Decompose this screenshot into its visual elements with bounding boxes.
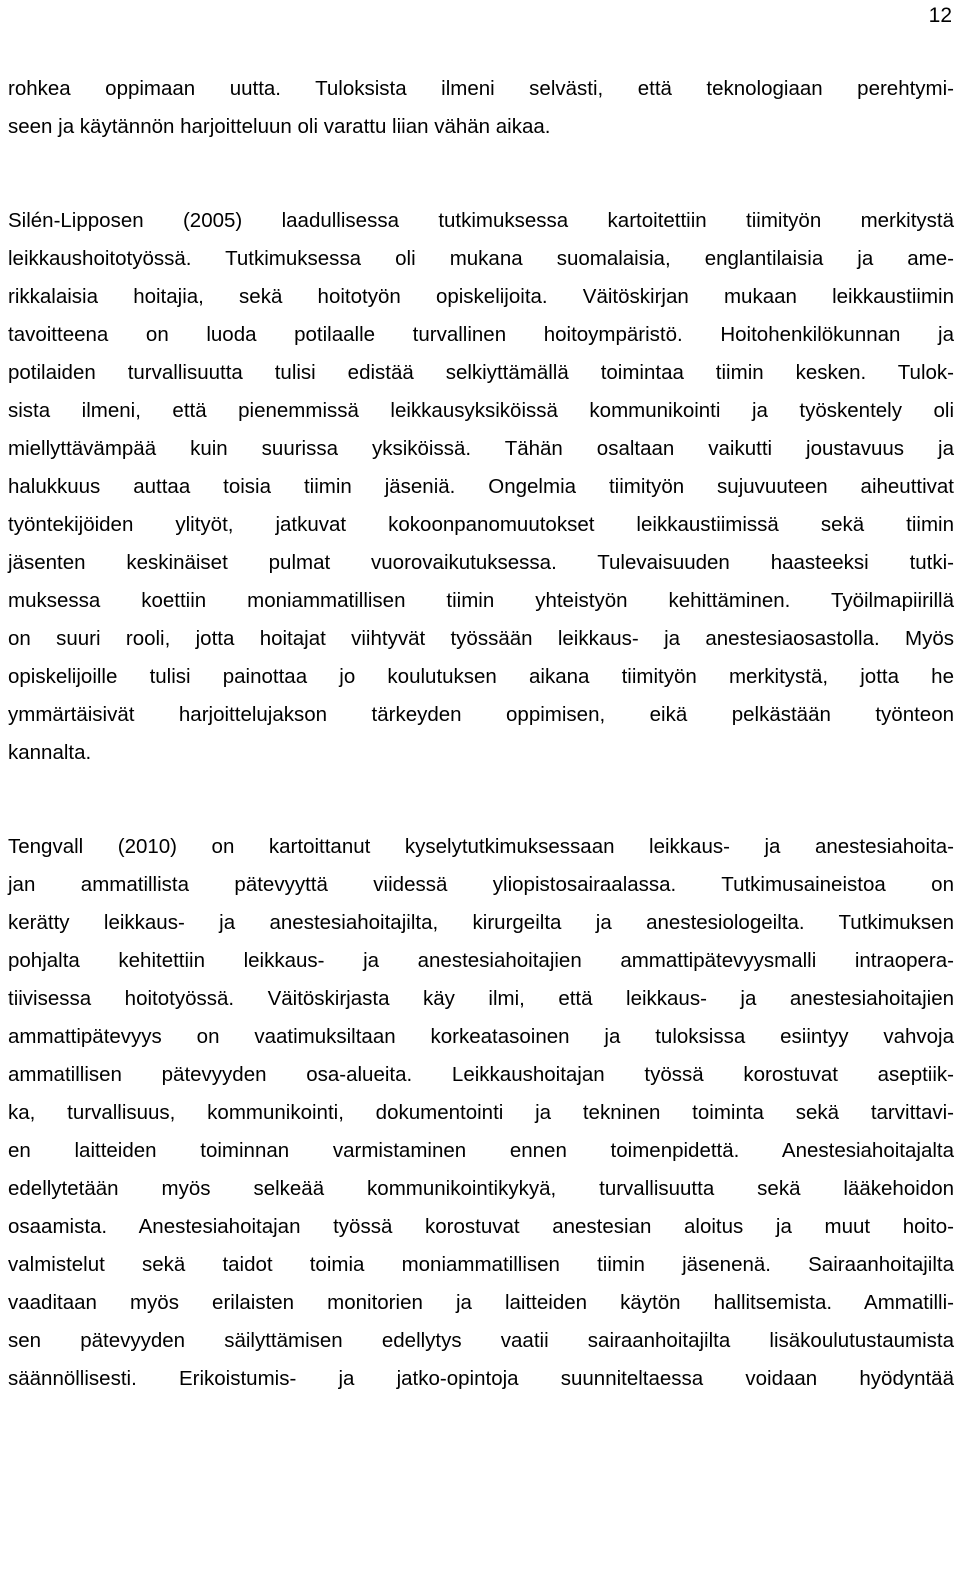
text-line: miellyttävämpää kuin suurissa yksiköissä. Tähän osaltaan vaikutti joustavuus ja	[8, 437, 954, 460]
text-line: ammatillisen pätevyyden osa-alueita. Leikkaushoitajan työssä korostuvat aseptiik-	[8, 1063, 954, 1086]
text-line: työntekijöiden ylityöt, jatkuvat kokoonpanomuutokset leikkaustiimissä sekä tiimin	[8, 513, 954, 536]
paragraph	[8, 202, 954, 772]
text-line: kannalta.	[8, 741, 92, 764]
text-line: osaamista. Anestesiahoitajan työssä korostuvat anestesian aloitus ja muut hoito-	[8, 1215, 954, 1238]
text-line: potilaiden turvallisuutta tulisi edistää selkiyttämällä toimintaa tiimin kesken. Tulok-	[8, 361, 954, 384]
text-line: pohjalta kehitettiin leikkaus- ja anestesiahoitajien ammattipätevyysmalli intraopera-	[8, 949, 954, 972]
text-line: tavoitteena on luoda potilaalle turvallinen hoitoympäristö. Hoitohenkilökunnan ja	[8, 323, 954, 346]
paragraph	[8, 828, 954, 1398]
paragraph-gap	[8, 146, 954, 202]
text-line: ymmärtäisivät harjoittelujakson tärkeyden oppimisen, eikä pelkästään työnteon	[8, 703, 954, 726]
page-number: 12	[928, 4, 952, 27]
text-line: edellytetään myös selkeää kommunikointikykyä, turvallisuutta sekä lääkehoidon	[8, 1177, 954, 1200]
text-line: vaaditaan myös erilaisten monitorien ja laitteiden käytön hallitsemista. Ammatilli-	[8, 1291, 954, 1314]
text-line: opiskelijoille tulisi painottaa jo koulutuksen aikana tiimityön merkitystä, jotta he	[8, 665, 954, 688]
text-line: rohkea oppimaan uutta. Tuloksista ilmeni selvästi, että teknologiaan perehtymi-	[8, 77, 954, 100]
text-line: kerätty leikkaus- ja anestesiahoitajilta, kirurgeilta ja anestesiologeilta. Tutkimuksen	[8, 911, 954, 934]
text-line: halukkuus auttaa toisia tiimin jäseniä. Ongelmia tiimityön sujuvuuteen aiheuttivat	[8, 475, 954, 498]
text-line: leikkaushoitotyössä. Tutkimuksessa oli mukana suomalaisia, englantilaisia ja ame-	[8, 247, 954, 270]
text-line: sista ilmeni, että pienemmissä leikkausyksiköissä kommunikointi ja työskentely oli	[8, 399, 954, 422]
text-line: en laitteiden toiminnan varmistaminen ennen toimenpidettä. Anestesiahoitajalta	[8, 1139, 954, 1162]
text-line: tiivisessa hoitotyössä. Väitöskirjasta käy ilmi, että leikkaus- ja anestesiahoitajien	[8, 987, 954, 1010]
text-line: jan ammatillista pätevyyttä viidessä yliopistosairaalassa. Tutkimusaineistoa on	[8, 873, 954, 896]
text-line: jäsenten keskinäiset pulmat vuorovaikutuksessa. Tulevaisuuden haasteeksi tutki-	[8, 551, 954, 574]
text-line: sen pätevyyden säilyttämisen edellytys vaatii sairaanhoitajilta lisäkoulutustaumista	[8, 1329, 954, 1352]
document-body	[8, 70, 954, 1398]
text-line: seen ja käytännön harjoitteluun oli varattu liian vähän aikaa.	[8, 115, 551, 138]
text-line: muksessa koettiin moniammatillisen tiimin yhteistyön kehittäminen. Työilmapiirillä	[8, 589, 954, 612]
text-line: rikkalaisia hoitajia, sekä hoitotyön opiskelijoita. Väitöskirjan mukaan leikkaustiimin	[8, 285, 954, 308]
text-line: valmistelut sekä taidot toimia moniammatillisen tiimin jäsenenä. Sairaanhoitajilta	[8, 1253, 954, 1276]
text-line: Silén-Lipposen (2005) laadullisessa tutkimuksessa kartoitettiin tiimityön merkitystä	[8, 209, 954, 232]
text-line: säännöllisesti. Erikoistumis- ja jatko-opintoja suunniteltaessa voidaan hyödyntää	[8, 1367, 954, 1390]
paragraph	[8, 70, 954, 146]
text-line: ammattipätevyys on vaatimuksiltaan korkeatasoinen ja tuloksissa esiintyy vahvoja	[8, 1025, 954, 1048]
text-line: on suuri rooli, jotta hoitajat viihtyvät työssään leikkaus- ja anestesiaosastolla. Myös	[8, 627, 954, 650]
text-line: ka, turvallisuus, kommunikointi, dokumentointi ja tekninen toiminta sekä tarvittavi-	[8, 1101, 954, 1124]
paragraph-gap	[8, 772, 954, 828]
text-line: Tengvall (2010) on kartoittanut kyselytutkimuksessaan leikkaus- ja anestesiahoita-	[8, 835, 954, 858]
